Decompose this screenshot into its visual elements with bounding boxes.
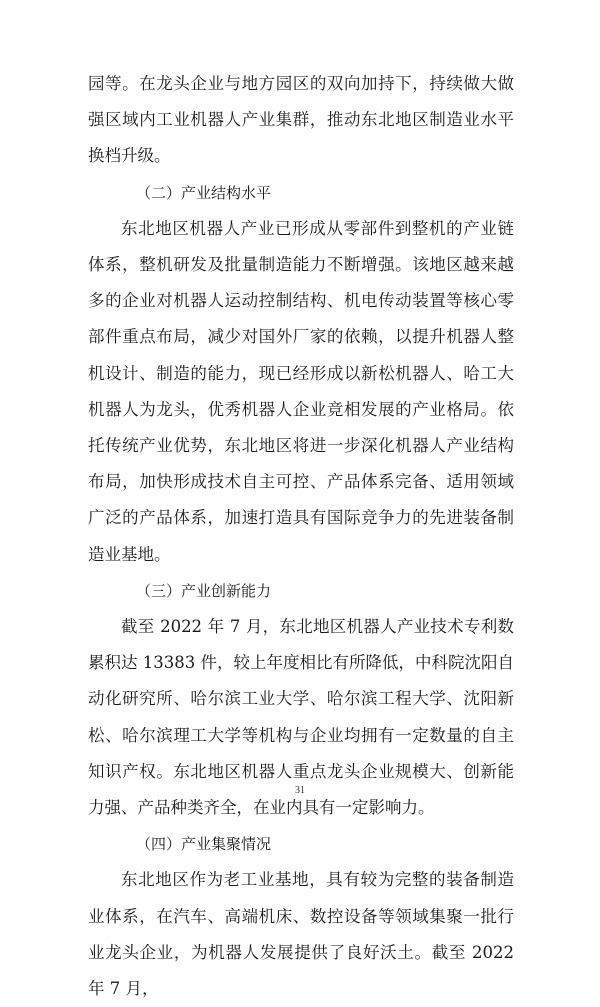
- paragraph-industry-agglomeration: 东北地区作为老工业基地，具有较为完整的装备制造业体系，在汽车、高端机床、数控设备等领域集聚一批行业龙头企业，为机器人发展提供了良好沃土。截至 2022 年 7 月，: [88, 870, 514, 999]
- page-number: 31: [295, 785, 305, 796]
- paragraph-industry-structure: 东北地区机器人产业已形成从零部件到整机的产业链体系，整机研发及批量制造能力不断增强。该地区越来越多的企业对机器人运动控制结构、机电传动装置等核心零部件重点布局，减少对国外厂家的依赖，以提升机器人整机设计、制造的能力，现已经形成以新松机器人、哈工大机器人为龙头，优秀机器人企业竞相发展的产业格局。依托传统产业优势，东北地区将进一步深化机器人产业结构布局，加快形成技术自主可控、产品体系完备、适用领域广泛的产品体系，加速打造具有国际竞争力的先进装备制造业基地。: [88, 218, 514, 564]
- page-body: [88, 66, 514, 1007]
- section-heading-industry-structure: （二）产业结构水平: [136, 183, 272, 202]
- paragraph-innovation-capability: 截至 2022 年 7 月，东北地区机器人产业技术专利数累积达 13383 件，较上年度相比有所降低，中科院沈阳自动化研究所、哈尔滨工业大学、哈尔滨工程大学、沈阳新松、哈尔滨理工大学等机构与企业均拥有一定数量的自主知识产权。东北地区机器人重点龙头企业规模大、创新能力强、产品种类齐全，在业内具有一定影响力。: [88, 617, 514, 818]
- section-heading-industry-agglomeration: （四）产业集聚情况: [136, 835, 272, 854]
- section-heading-innovation-capability: （三）产业创新能力: [136, 581, 272, 600]
- paragraph-industrial-cluster-end: 园等。在龙头企业与地方园区的双向加持下，持续做大做强区域内工业机器人产业集群，推动东北地区制造业水平换档升级。: [88, 74, 514, 166]
